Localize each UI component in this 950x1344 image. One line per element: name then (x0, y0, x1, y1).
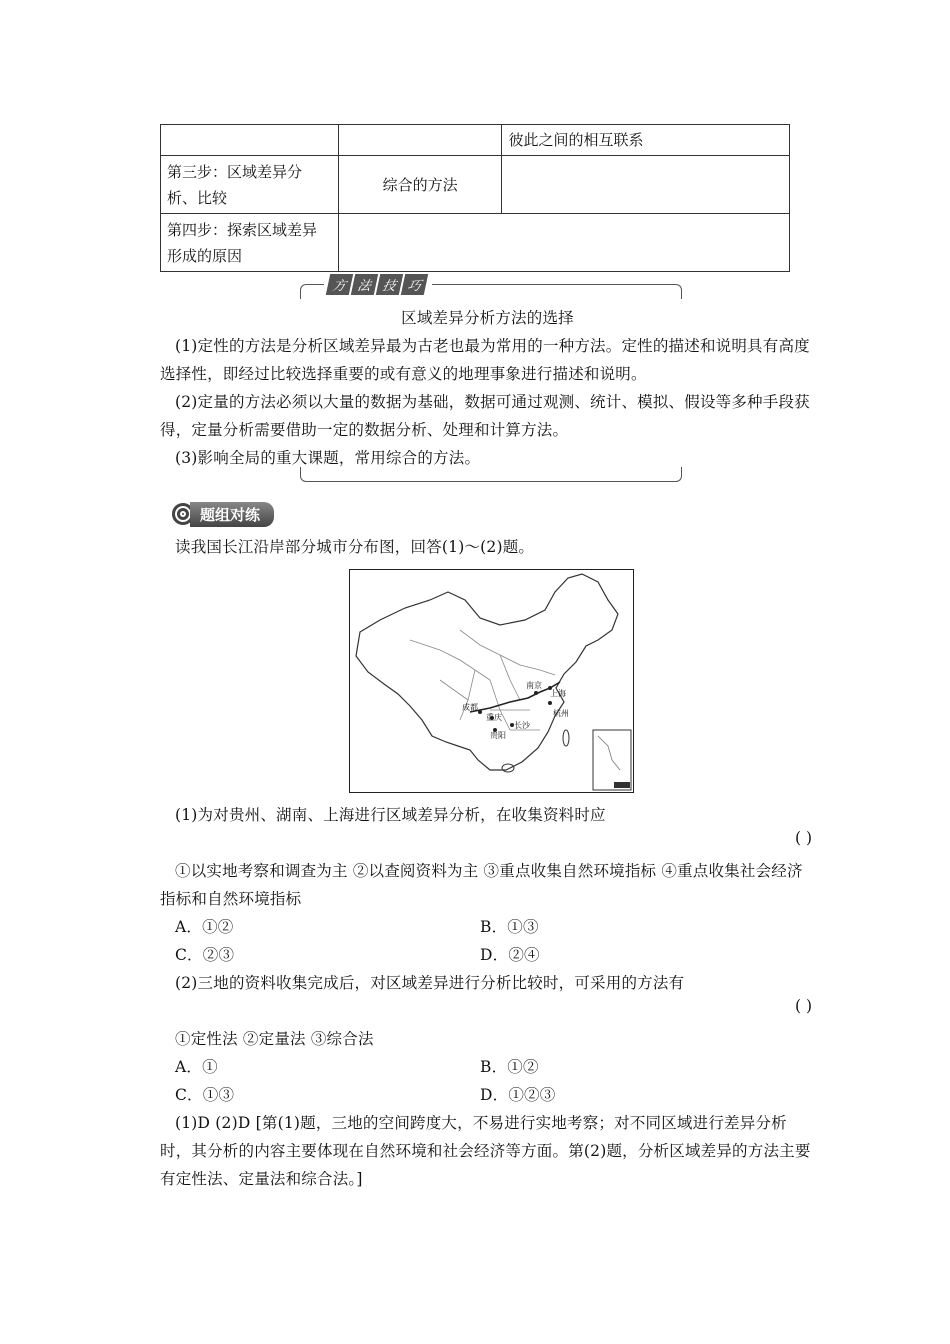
map-label-changsha: 长沙 (514, 721, 530, 730)
steps-table (160, 124, 790, 272)
map-label-chongqing: 重庆 (486, 713, 502, 722)
option-b: B．①③ (480, 918, 539, 936)
option-c: C．①③ (175, 1086, 235, 1104)
table-cell (338, 214, 789, 272)
china-map (349, 569, 634, 793)
china-map-outline (350, 570, 633, 792)
question-1-options: ①以实地考察和调查为主 ②以查阅资料为主 ③重点收集自然环境指标 ④重点收集社会经济指标和自然环境指标 (160, 862, 803, 908)
option-a: A．① (175, 1058, 218, 1076)
answer-blank: ( ) (794, 829, 812, 847)
badge-char: 技 (376, 274, 403, 295)
table-cell: 第四步：探索区域差异形成的原因 (161, 214, 339, 272)
map-label-guiyang: 贵阳 (490, 731, 506, 740)
badge-char: 法 (351, 274, 378, 295)
option-b: B．①② (480, 1058, 539, 1076)
map-label-shanghai: 上海 (550, 689, 566, 698)
answer-blank: ( ) (794, 997, 812, 1015)
badge-char: 巧 (401, 274, 428, 295)
method-title: 区域差异分析方法的选择 (401, 309, 574, 327)
table-cell (161, 125, 339, 156)
map-label-hangzhou: 杭州 (553, 709, 569, 718)
practice-intro: 读我国长江沿岸部分城市分布图，回答(1)～(2)题。 (175, 538, 535, 556)
table-cell: 彼此之间的相互联系 (502, 125, 790, 156)
method-paragraph-2: (2)定量的方法必须以大量的数据为基础，数据可通过观测、统计、模拟、假设等多种手段获得，定量分析需要借助一定的数据分析、处理和计算方法。 (160, 393, 810, 439)
method-paragraph-1: (1)定性的方法是分析区域差异最为古老也最为常用的一种方法。定性的描述和说明具有高度选择性，即经过比较选择重要的或有意义的地理事象进行描述和说明。 (160, 337, 810, 383)
option-a: A．①② (175, 918, 234, 936)
table-cell: 第三步：区域差异分析、比较 (161, 156, 339, 214)
table-cell (338, 125, 502, 156)
badge-char: 方 (326, 274, 353, 295)
option-c: C．②③ (175, 946, 235, 964)
table-cell (502, 156, 790, 214)
table-row (161, 214, 790, 272)
option-d: D．②④ (480, 946, 540, 964)
map-label-nanjing: 南京 (526, 681, 542, 690)
question-2-options: ①定性法 ②定量法 ③综合法 (175, 1030, 374, 1048)
method-badge (324, 274, 432, 295)
method-paragraph-3: (3)影响全局的重大课题，常用综合的方法。 (175, 449, 481, 467)
option-d: D．①②③ (480, 1086, 556, 1104)
map-label-chengdu: 成都 (462, 703, 478, 712)
question-2-stem: (2)三地的资料收集完成后，对区域差异进行分析比较时，可采用的方法有 (175, 974, 685, 992)
practice-label: 题组对练 (190, 502, 274, 527)
answer-explanation: (1)D (2)D [第(1)题，三地的空间跨度大，不易进行实地考察；对不同区域进行差异分析时，其分析的内容主要体现在自然环境和社会经济等方面。第(2)题，分析区域差异的方法主要有定性法、定量法和综合法。] (160, 1114, 811, 1188)
table-row (161, 156, 790, 214)
practice-badge (172, 502, 274, 526)
table-cell: 综合的方法 (338, 156, 502, 214)
question-1-stem: (1)为对贵州、湖南、上海进行区域差异分析，在收集资料时应 (175, 806, 606, 824)
table-row (161, 125, 790, 156)
